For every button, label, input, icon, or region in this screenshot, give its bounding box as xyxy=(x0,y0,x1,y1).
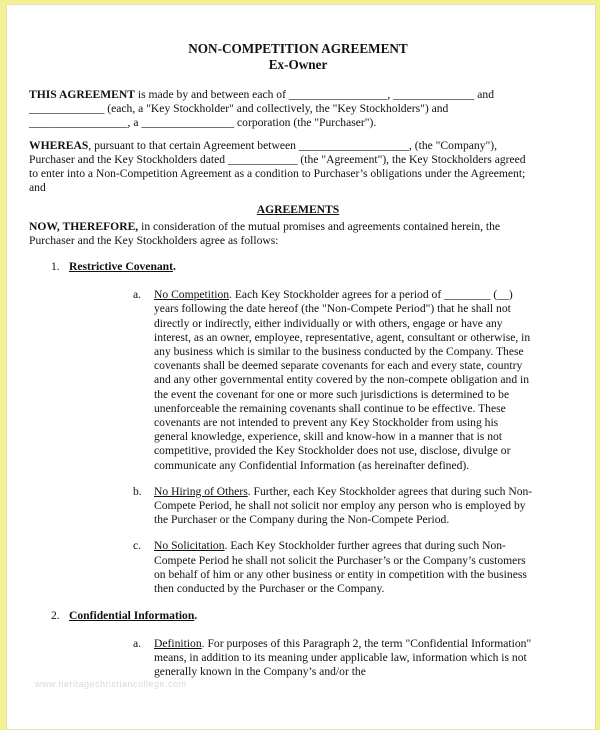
section-number: 2. xyxy=(51,609,60,623)
item-text: . Each Key Stockholder agrees for a period of ________ (__) years following the date hereof (the "Non-Compete Period") that he shall not directly or indirectly, either individually or with others, engage or have any interest, as an owner, employee, representative, agent, consultant or otherwise, in any business which is similar to the business conducted by the Company. These covenants shall be deemed separate covenants for each and every state, country and any other governmental entity covered by the non-compete obligation and in the event the covenant for one or more such jurisdictions is determined to be unenforceable the remaining covenants shall continue to be effective. These covenants are not intended to prevent any Key Stockholder from using his general knowledge, experience, skill and know-how in a manner that is not competitive, provided the Key Stockholder does not use, disclose, divulge or communicate any Confidential Information (as hereinafter defined). xyxy=(154,288,531,472)
document-page xyxy=(6,4,596,730)
item-letter: a. xyxy=(133,636,142,650)
whereas-lead: WHEREAS xyxy=(29,138,89,152)
intro-paragraph xyxy=(29,88,529,131)
whereas-text: , pursuant to that certain Agreement between ___________________, (the "Company"), Purchaser and the Key Stockholders dated ____________ (the "Agreement"), the Key Stockholders agreed to enter into a Non-Competition Agreement as a condition to Purchaser’s obligations under the Agreement; and xyxy=(29,138,526,195)
item-letter: b. xyxy=(133,484,142,498)
section-title: Confidential Information xyxy=(69,609,195,623)
section-number: 1. xyxy=(51,260,60,274)
now-therefore-text: in consideration of the mutual promises and agreements contained herein, the Purchaser and the Key Stockholders agree as follows: xyxy=(29,219,501,247)
intro-text: is made by and between each of _________________, ______________ and _____________ (each, a "Key Stockholder" and collectively, the "Key Stockholders") and _________________, a ________________ corporation (the "Purchaser"). xyxy=(29,88,494,130)
item-title: No Solicitation xyxy=(154,539,225,553)
title-block xyxy=(67,41,529,72)
item-title: No Competition xyxy=(154,288,230,302)
item-letter: c. xyxy=(133,539,142,553)
section-1a xyxy=(133,288,533,473)
document-subtitle: Ex-Owner xyxy=(268,56,328,72)
document-title: NON-COMPETITION AGREEMENT xyxy=(188,41,408,56)
item-text: . Each Key Stockholder further agrees that during such Non-Compete Period he shall not solicit the Purchaser’s or the Company’s customers on behalf of him or any other business or entity in competition with the business then conducted by the Purchaser or the Company. xyxy=(154,539,527,596)
item-text: . Further, each Key Stockholder agrees that during such Non-Compete Period, he shall not solicit nor employ any person who is employed by the Purchaser or the Company during the Non-Compete Period. xyxy=(154,484,533,527)
section-2a xyxy=(133,637,533,680)
section-2-heading: 2. Confidential Information . xyxy=(51,609,198,623)
section-1-heading: 1. Restrictive Covenant . xyxy=(51,260,176,274)
item-letter: a. xyxy=(133,288,142,302)
now-therefore-paragraph xyxy=(29,220,529,248)
intro-lead: THIS AGREEMENT xyxy=(29,88,135,101)
agreements-heading: AGREEMENTS xyxy=(256,203,340,217)
section-title: Restrictive Covenant xyxy=(69,260,173,274)
document-content xyxy=(29,41,533,679)
item-text: . For purposes of this Paragraph 2, the term "Confidential Information" means, in addition to its meaning under applicable law, information which is not generally known in the Company’s and/or the xyxy=(154,636,532,678)
item-title: Definition xyxy=(154,636,202,650)
now-therefore-lead: NOW, THEREFORE, xyxy=(29,219,139,233)
section-1c xyxy=(133,539,533,596)
item-title: No Hiring of Others xyxy=(154,484,248,498)
watermark-text: www.heritagechristiancollege.com xyxy=(35,679,187,689)
whereas-paragraph xyxy=(29,139,529,196)
section-1b xyxy=(133,485,533,528)
